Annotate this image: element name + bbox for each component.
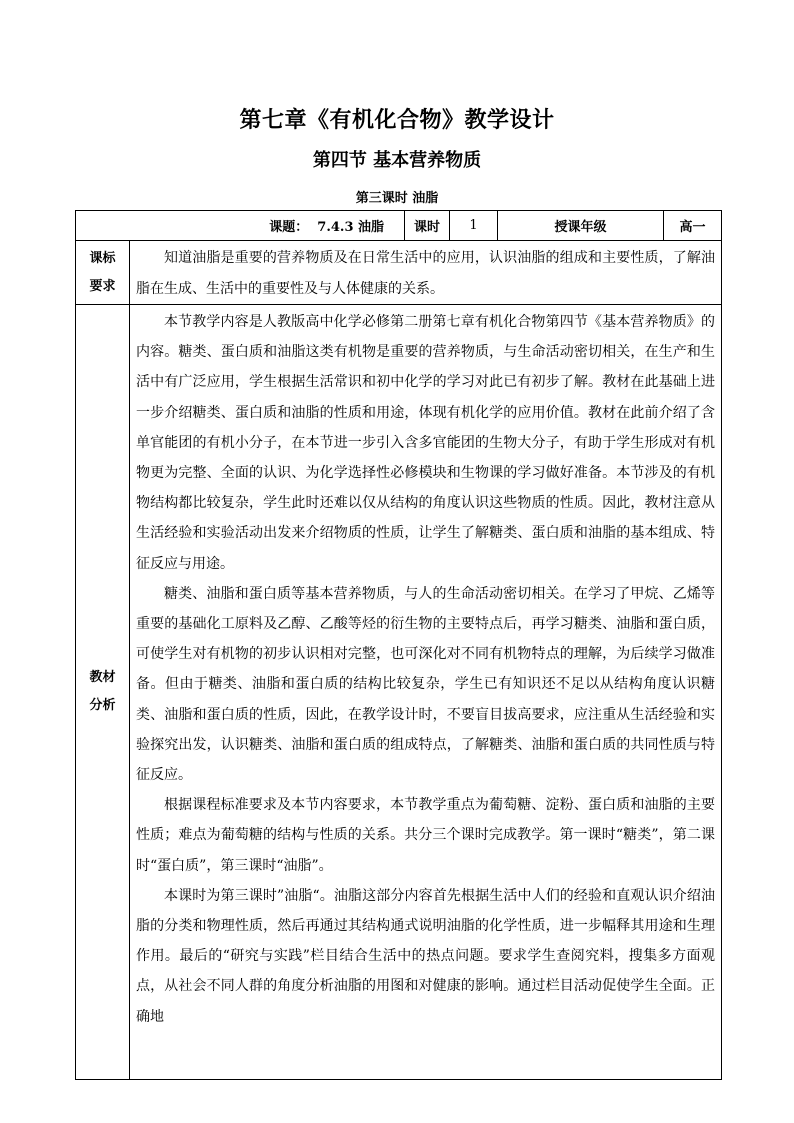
section-title: 第四节 基本营养物质 bbox=[312, 150, 482, 171]
header-row bbox=[76, 211, 722, 241]
analysis-paragraph: 糖类、油脂和蛋白质等基本营养物质，与人的生命活动密切相关。在学习了甲烷、乙烯等重要的基础化工原料及乙醇、乙酸等烃的衍生物的主要特点后，再学习糖类、油脂和蛋白质，可使学生对有机物的初步认识相对完整，也可深化对不同有机物特点的理解，为后续学习做准备。但由于糖类、油脂和蛋白质的结构比较复杂，学生已有知识还不足以从结构角度认识糖类、油脂和蛋白质的性质，因此，在教学设计时，不要盲目拔高要求，应注重从生活经验和实验探究出发，认识糖类、油脂和蛋白质的组成特点，了解糖类、油脂和蛋白质的共同性质与特征反应。 bbox=[136, 585, 716, 784]
period-value: 1 bbox=[450, 211, 498, 241]
lesson-plan-table bbox=[75, 210, 722, 1080]
analysis-paragraph: 根据课程标准要求及本节内容要求，本节教学重点为葡萄糖、淀粉、蛋白质和油脂的主要性质；难点为葡萄糖的结构与性质的关系。共分三个课时完成教学。第一课时“糖类”，第二课时“蛋白质”，第三课时“油脂”。 bbox=[136, 797, 716, 874]
analysis-paragraph: 本节教学内容是人教版高中化学必修第二册第七章有机化合物第四节《基本营养物质》的内容。糖类、蛋白质和油脂这类有机物是重要的营养物质，与生命活动密切相关，在生产和生活中有广泛应用，学生根据生活常识和初中化学的学习对此已有初步了解。教材在此基础上进一步介绍糖类、蛋白质和油脂的性质和用途，体现有机化学的应用价值。教材在此前介绍了含单官能团的有机小分子，在本节进一步引入含多官能团的生物大分子，有助于学生形成对有机物更为完整、全面的认识、为化学选择性必修模块和生物课的学习做好准备。本节涉及的有机物结构都比较复杂，学生此时还难以仅从结构的角度认识这些物质的性质。因此，教材注意从生活经验和实验活动出发来介绍物质的性质，让学生了解糖类、蛋白质和油脂的基本组成、特征反应与用途。 bbox=[136, 314, 716, 572]
grade-label: 授课年级 bbox=[498, 211, 664, 241]
grade-value: 高一 bbox=[664, 211, 722, 241]
document-title: 第七章《有机化合物》教学设计 bbox=[239, 107, 555, 133]
requirements-label: 课标 要求 bbox=[76, 241, 130, 305]
analysis-row bbox=[76, 305, 722, 1080]
analysis-label: 教材 分析 bbox=[76, 305, 130, 1080]
topic-value: 7.4.3 油脂 bbox=[317, 220, 385, 235]
requirements-row bbox=[76, 241, 722, 305]
topic-label: 课题： bbox=[269, 220, 309, 235]
analysis-paragraph: 本课时为第三课时”油脂“。油脂这部分内容首先根据生活中人们的经验和直观认识介绍油脂的分类和物理性质，然后再通过其结构通式说明油脂的化学性质，进一步幅释其用途和生理作用。最后的“研究与实践”栏目结合生活中的热点问题。要求学生查阅究料，搜集多方面观点，从社会不同人群的角度分析油脂的用图和对健康的影响。通过栏目活动促使学生全面。正确地 bbox=[136, 887, 716, 1025]
analysis-text bbox=[130, 305, 722, 1080]
requirements-text: 知道油脂是重要的营养物质及在日常生活中的应用，认识油脂的组成和主要性质，了解油脂在生成、生活中的重要性及与人体健康的关系。 bbox=[130, 241, 722, 305]
period-label: 课时 bbox=[405, 211, 450, 241]
lesson-title: 第三课时 油脂 bbox=[355, 191, 439, 206]
topic-cell bbox=[76, 211, 405, 241]
